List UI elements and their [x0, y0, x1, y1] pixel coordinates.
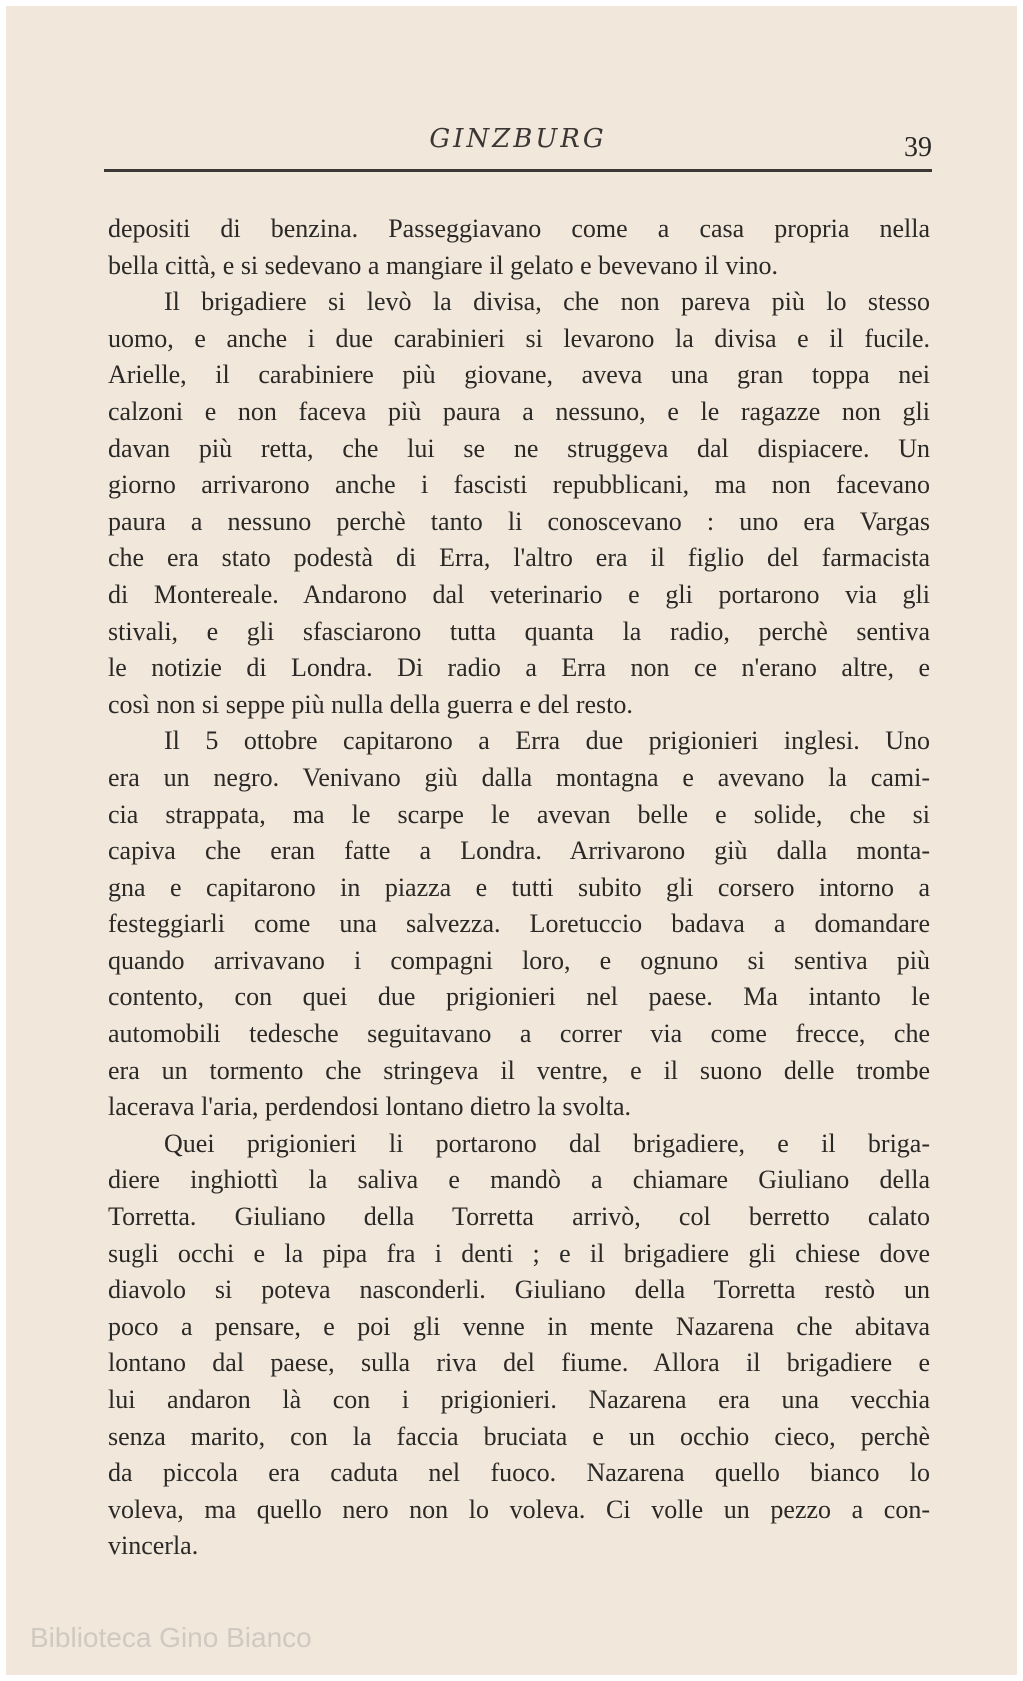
text-line: era un tormento che stringeva il ventre, e il suono delle trombe [108, 1055, 930, 1085]
text-line: era un negro. Venivano giù dalla montagna e avevano la cami- [108, 762, 930, 792]
text-line: Torretta. Giuliano della Torretta arrivò, col berretto calato [108, 1202, 930, 1232]
text-line: che era stato podestà di Erra, l'altro era il figlio del farmacista [108, 543, 930, 573]
text-line: così non si seppe più nulla della guerra e del resto. [108, 689, 633, 719]
running-title: GINZBURG [429, 124, 607, 154]
text-line: lontano dal paese, sulla riva del fiume. Allora il brigadiere e [108, 1348, 930, 1378]
text-line: Il brigadiere si levò la divisa, che non pareva più lo stesso [164, 287, 930, 317]
text-line: davan più retta, che lui se ne struggeva dal dispiacere. Un [108, 433, 930, 463]
text-line: di Montereale. Andarono dal veterinario e gli portarono via gli [108, 579, 930, 609]
text-line: giorno arrivarono anche i fascisti repubblicani, ma non facevano [108, 470, 930, 500]
text-line: vincerla. [108, 1531, 199, 1561]
text-line: calzoni e non faceva più paura a nessuno, e le ragazze non gli [108, 396, 930, 426]
body-text [108, 211, 930, 1565]
text-line: quando arrivavano i compagni loro, e ognuno si sentiva più [108, 945, 930, 975]
library-watermark: Biblioteca Gino Bianco [30, 1622, 312, 1653]
page-number: 39 [904, 132, 932, 163]
text-line: diere inghiottì la saliva e mandò a chiamare Giuliano della [108, 1165, 930, 1195]
text-line: da piccola era caduta nel fuoco. Nazarena quello bianco lo [108, 1458, 930, 1488]
text-line: le notizie di Londra. Di radio a Erra non ce n'erano altre, e [108, 653, 930, 683]
text-line: capiva che eran fatte a Londra. Arrivarono giù dalla monta- [108, 836, 930, 866]
text-line: uomo, e anche i due carabinieri si levarono la divisa e il fucile. [108, 323, 930, 353]
text-line: depositi di benzina. Passeggiavano come a casa propria nella [108, 214, 930, 243]
page-header [104, 118, 932, 168]
text-line: automobili tedesche seguitavano a correr via come frecce, che [108, 1019, 930, 1049]
text-line: Arielle, il carabiniere più giovane, aveva una gran toppa nei [108, 360, 930, 390]
text-line: Il 5 ottobre capitarono a Erra due prigionieri inglesi. Uno [164, 726, 930, 756]
text-line: senza marito, con la faccia bruciata e un occhio cieco, perchè [108, 1421, 930, 1451]
text-line: contento, con quei due prigionieri nel paese. Ma intanto le [108, 982, 930, 1012]
text-line: festeggiarli come una salvezza. Loretuccio badava a domandare [108, 909, 930, 939]
header-rule [104, 169, 932, 172]
text-line: lui andaron là con i prigionieri. Nazarena era una vecchia [108, 1385, 930, 1414]
text-line: diavolo si poteva nasconderli. Giuliano della Torretta restò un [108, 1275, 930, 1305]
text-line: cia strappata, ma le scarpe le avevan belle e solide, che si [108, 799, 930, 829]
text-line: bella città, e si sedevano a mangiare il gelato e bevevano il vino. [108, 250, 778, 280]
text-line: paura a nessuno perchè tanto li conoscevano : uno era Vargas [108, 506, 930, 536]
text-line: poco a pensare, e poi gli venne in mente Nazarena che abitava [108, 1311, 930, 1341]
text-line: Quei prigionieri li portarono dal brigadiere, e il briga- [164, 1128, 930, 1158]
text-line: sugli occhi e la pipa fra i denti ; e il brigadiere gli chiese dove [108, 1238, 930, 1268]
text-line: lacerava l'aria, perdendosi lontano dietro la svolta. [108, 1092, 632, 1122]
text-line: voleva, ma quello nero non lo voleva. Ci volle un pezzo a con- [108, 1494, 930, 1524]
text-line: stivali, e gli sfasciarono tutta quanta la radio, perchè sentiva [108, 616, 930, 646]
text-line: gna e capitarono in piazza e tutti subito gli corsero intorno a [108, 872, 930, 902]
